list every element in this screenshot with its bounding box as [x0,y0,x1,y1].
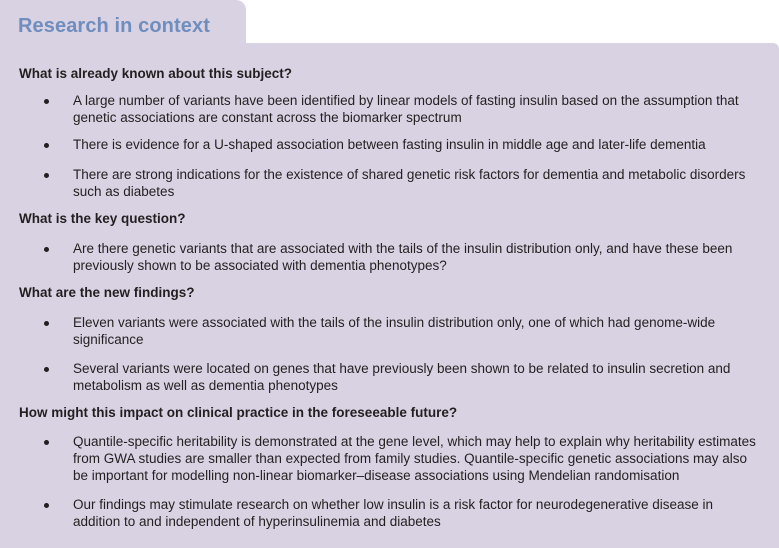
section-heading: What is the key question? [19,211,186,226]
list-item-text: Are there genetic variants that are associated with the tails of the insulin distribution only, and have these been previously shown to be associated with dementia phenotypes? [73,241,733,273]
section-heading: How might this impact on clinical practice in the foreseeable future? [19,405,458,420]
list-item-text: A large number of variants have been identified by linear models of fasting insulin based on the assumption that genetic associations are constant across the biomarker spectrum [73,93,739,125]
bullet-icon [44,321,49,326]
section-heading: What is already known about this subject? [19,66,293,81]
bullet-icon [44,503,49,508]
section-heading: What are the new findings? [19,285,195,300]
title-tab [0,0,246,44]
bullet-icon [44,440,49,445]
bullet-icon [44,367,49,372]
list-item-text: Quantile-specific heritability is demonstrated at the gene level, which may help to explain why heritability estimates from GWA studies are smaller than expected from family studies. Quantile-specific genetic associations may also be important for modelling non-linear biomarker–disease associations using Mendelian randomisation [73,434,756,483]
content-panel [0,43,779,548]
list-item-text: Several variants were located on genes that have previously been shown to be related to insulin secretion and metabolism as well as dementia phenotypes [73,361,731,393]
list-item-text: There is evidence for a U-shaped association between fasting insulin in middle age and later-life dementia [73,137,706,152]
page-title: Research in context [18,15,210,37]
bullet-icon [44,99,49,104]
list-item-text: There are strong indications for the existence of shared genetic risk factors for dementia and metabolic disorders such as diabetes [73,167,746,199]
bullet-icon [44,173,49,178]
bullet-icon [44,143,49,148]
bullet-icon [44,247,49,252]
list-item-text: Our findings may stimulate research on whether low insulin is a risk factor for neurodegenerative disease in addition to and independent of hyperinsulinemia and diabetes [73,497,714,529]
list-item-text: Eleven variants were associated with the tails of the insulin distribution only, one of which had genome-wide significance [73,315,716,347]
